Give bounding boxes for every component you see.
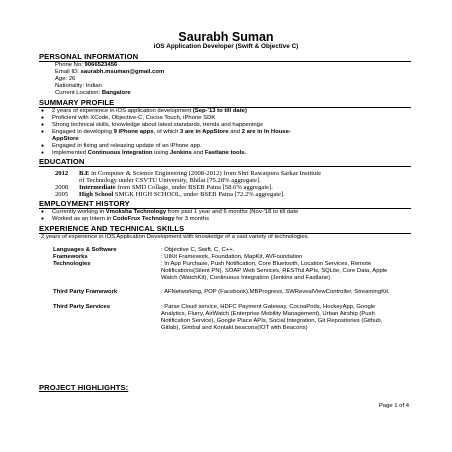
bullet-icon: ● bbox=[41, 209, 45, 215]
skills-intro: 2 years of experience in iOS Application Development with knowledge of a vast variety of technologies. bbox=[41, 234, 310, 240]
skill-value: : UIKit Framework, Foundation, MapKit, AVFoundation bbox=[161, 254, 303, 260]
skill-label: Third Party Framework bbox=[53, 289, 118, 295]
section-heading-summary: SUMMARY PROFILE bbox=[39, 98, 115, 107]
education-row: of Technology under CSVTU University, Bhilai [75.28% aggregate]. bbox=[79, 177, 261, 184]
skill-label: Technologies bbox=[53, 261, 91, 267]
summary-item: Engaged in fixing and releasing update of an iPhone app. bbox=[52, 143, 202, 149]
candidate-name: Saurabh Suman bbox=[178, 30, 274, 44]
skill-value: : Objective C, Swift, C, C++. bbox=[161, 247, 235, 253]
nationality-line: Nationality: Indian bbox=[55, 83, 102, 89]
education-year: 2008 bbox=[55, 184, 69, 191]
education-year: 2005 bbox=[55, 191, 69, 198]
employment-item: Currently working in Vmoksha Technology from past 1 year and 6 months (Nov-'18 to till date bbox=[52, 209, 299, 215]
page-number: Page 1 of 4 bbox=[378, 403, 409, 409]
section-heading-skills: EXPERIENCE AND TECHNICAL SKILLS bbox=[39, 224, 185, 233]
skill-value: : In App Purchase, Push Notification, Core Bluetooth, Location Services, Remote Notifications(Silent PN), SOAP Web Services, RESTful APIs, SQLite, Core Data, Apple Watch (WatchKit), Continuous Integration (Jenkins and Fastlane) bbox=[161, 261, 388, 281]
bullet-icon: ● bbox=[41, 143, 45, 149]
summary-item: Engaged in developing 9 iPhone apps, of which 3 are in AppStore and 2 are in In House- bbox=[52, 129, 291, 135]
skill-label: Languages & Software bbox=[53, 247, 117, 253]
age-line: Age: 26 bbox=[55, 76, 76, 82]
skill-value: : AFNetworking, POP (Facebook),MBProgress, SWRevealViewController, StreamingKit. bbox=[161, 289, 390, 295]
candidate-role: iOS Application Developer (Swift & Objective C) bbox=[153, 43, 299, 50]
section-heading-education: EDUCATION bbox=[39, 157, 85, 166]
section-heading-employment: EMPLOYMENT HISTORY bbox=[39, 199, 130, 208]
education-row: B.E in Computer & Science Engineering (2008-2012) from Shri Rawatpura Sarkar Institute bbox=[79, 170, 322, 177]
email-line: Email ID: saurabh.msuman@gmail.com bbox=[55, 69, 165, 75]
bullet-icon: ● bbox=[41, 129, 45, 135]
education-year: 2012 bbox=[55, 170, 69, 177]
employment-item: Worked as an Intern in CodeFrux Technology for 3 months bbox=[52, 216, 209, 222]
section-divider bbox=[39, 166, 411, 167]
bullet-icon: ● bbox=[41, 150, 45, 156]
education-row: Intermediate from SMD Collage, under BSEB Patna [58.6% aggregate]. bbox=[79, 184, 273, 191]
bullet-icon: ● bbox=[41, 216, 45, 222]
skill-label: Third Party Services bbox=[53, 304, 110, 310]
location-line: Current Location: Bangalore bbox=[55, 90, 131, 96]
summary-item: 2 years of experience in iOS application development (Sep-'13 to till date) bbox=[52, 108, 247, 114]
bullet-icon: ● bbox=[41, 108, 45, 114]
skill-label: Frameworks bbox=[53, 254, 88, 260]
summary-item-continued: AppStore bbox=[52, 136, 79, 142]
summary-item: Proficient with XCode, Objective-C, Cocoa Touch, iPhone SDK bbox=[52, 115, 216, 121]
summary-item: Strong technical skills, knowledge about latest standards, trends and happenings bbox=[52, 122, 263, 128]
skill-value: : Parse Cloud service, HDFC Payment Gateway, CocoaPods, HockeyApp, Google Analytics, Flurry, AirWatch (Enterprise Mobility Management), Urban Airship (Push Notification Service), Google Place APIs, Social Integration, Git Repositories (Github, Gitlab), Gimbal and Kontakt beacons(IOT with Beacons) bbox=[161, 304, 383, 331]
section-heading-projects: PROJECT HIGHLIGHTS: bbox=[39, 383, 129, 392]
bullet-icon: ● bbox=[41, 122, 45, 128]
education-row: High School SMGK HIGH SCHOOL, under BSEB Patna [72.2% aggregate]. bbox=[79, 191, 285, 198]
phone-line: Phone No: 9066523456 bbox=[55, 62, 118, 68]
bullet-icon: ● bbox=[41, 115, 45, 121]
section-heading-personal: PERSONAL INFORMATION bbox=[39, 52, 139, 61]
summary-item: Implemented Continuous Integration using Jenkins and Fastlane tools. bbox=[52, 150, 247, 156]
